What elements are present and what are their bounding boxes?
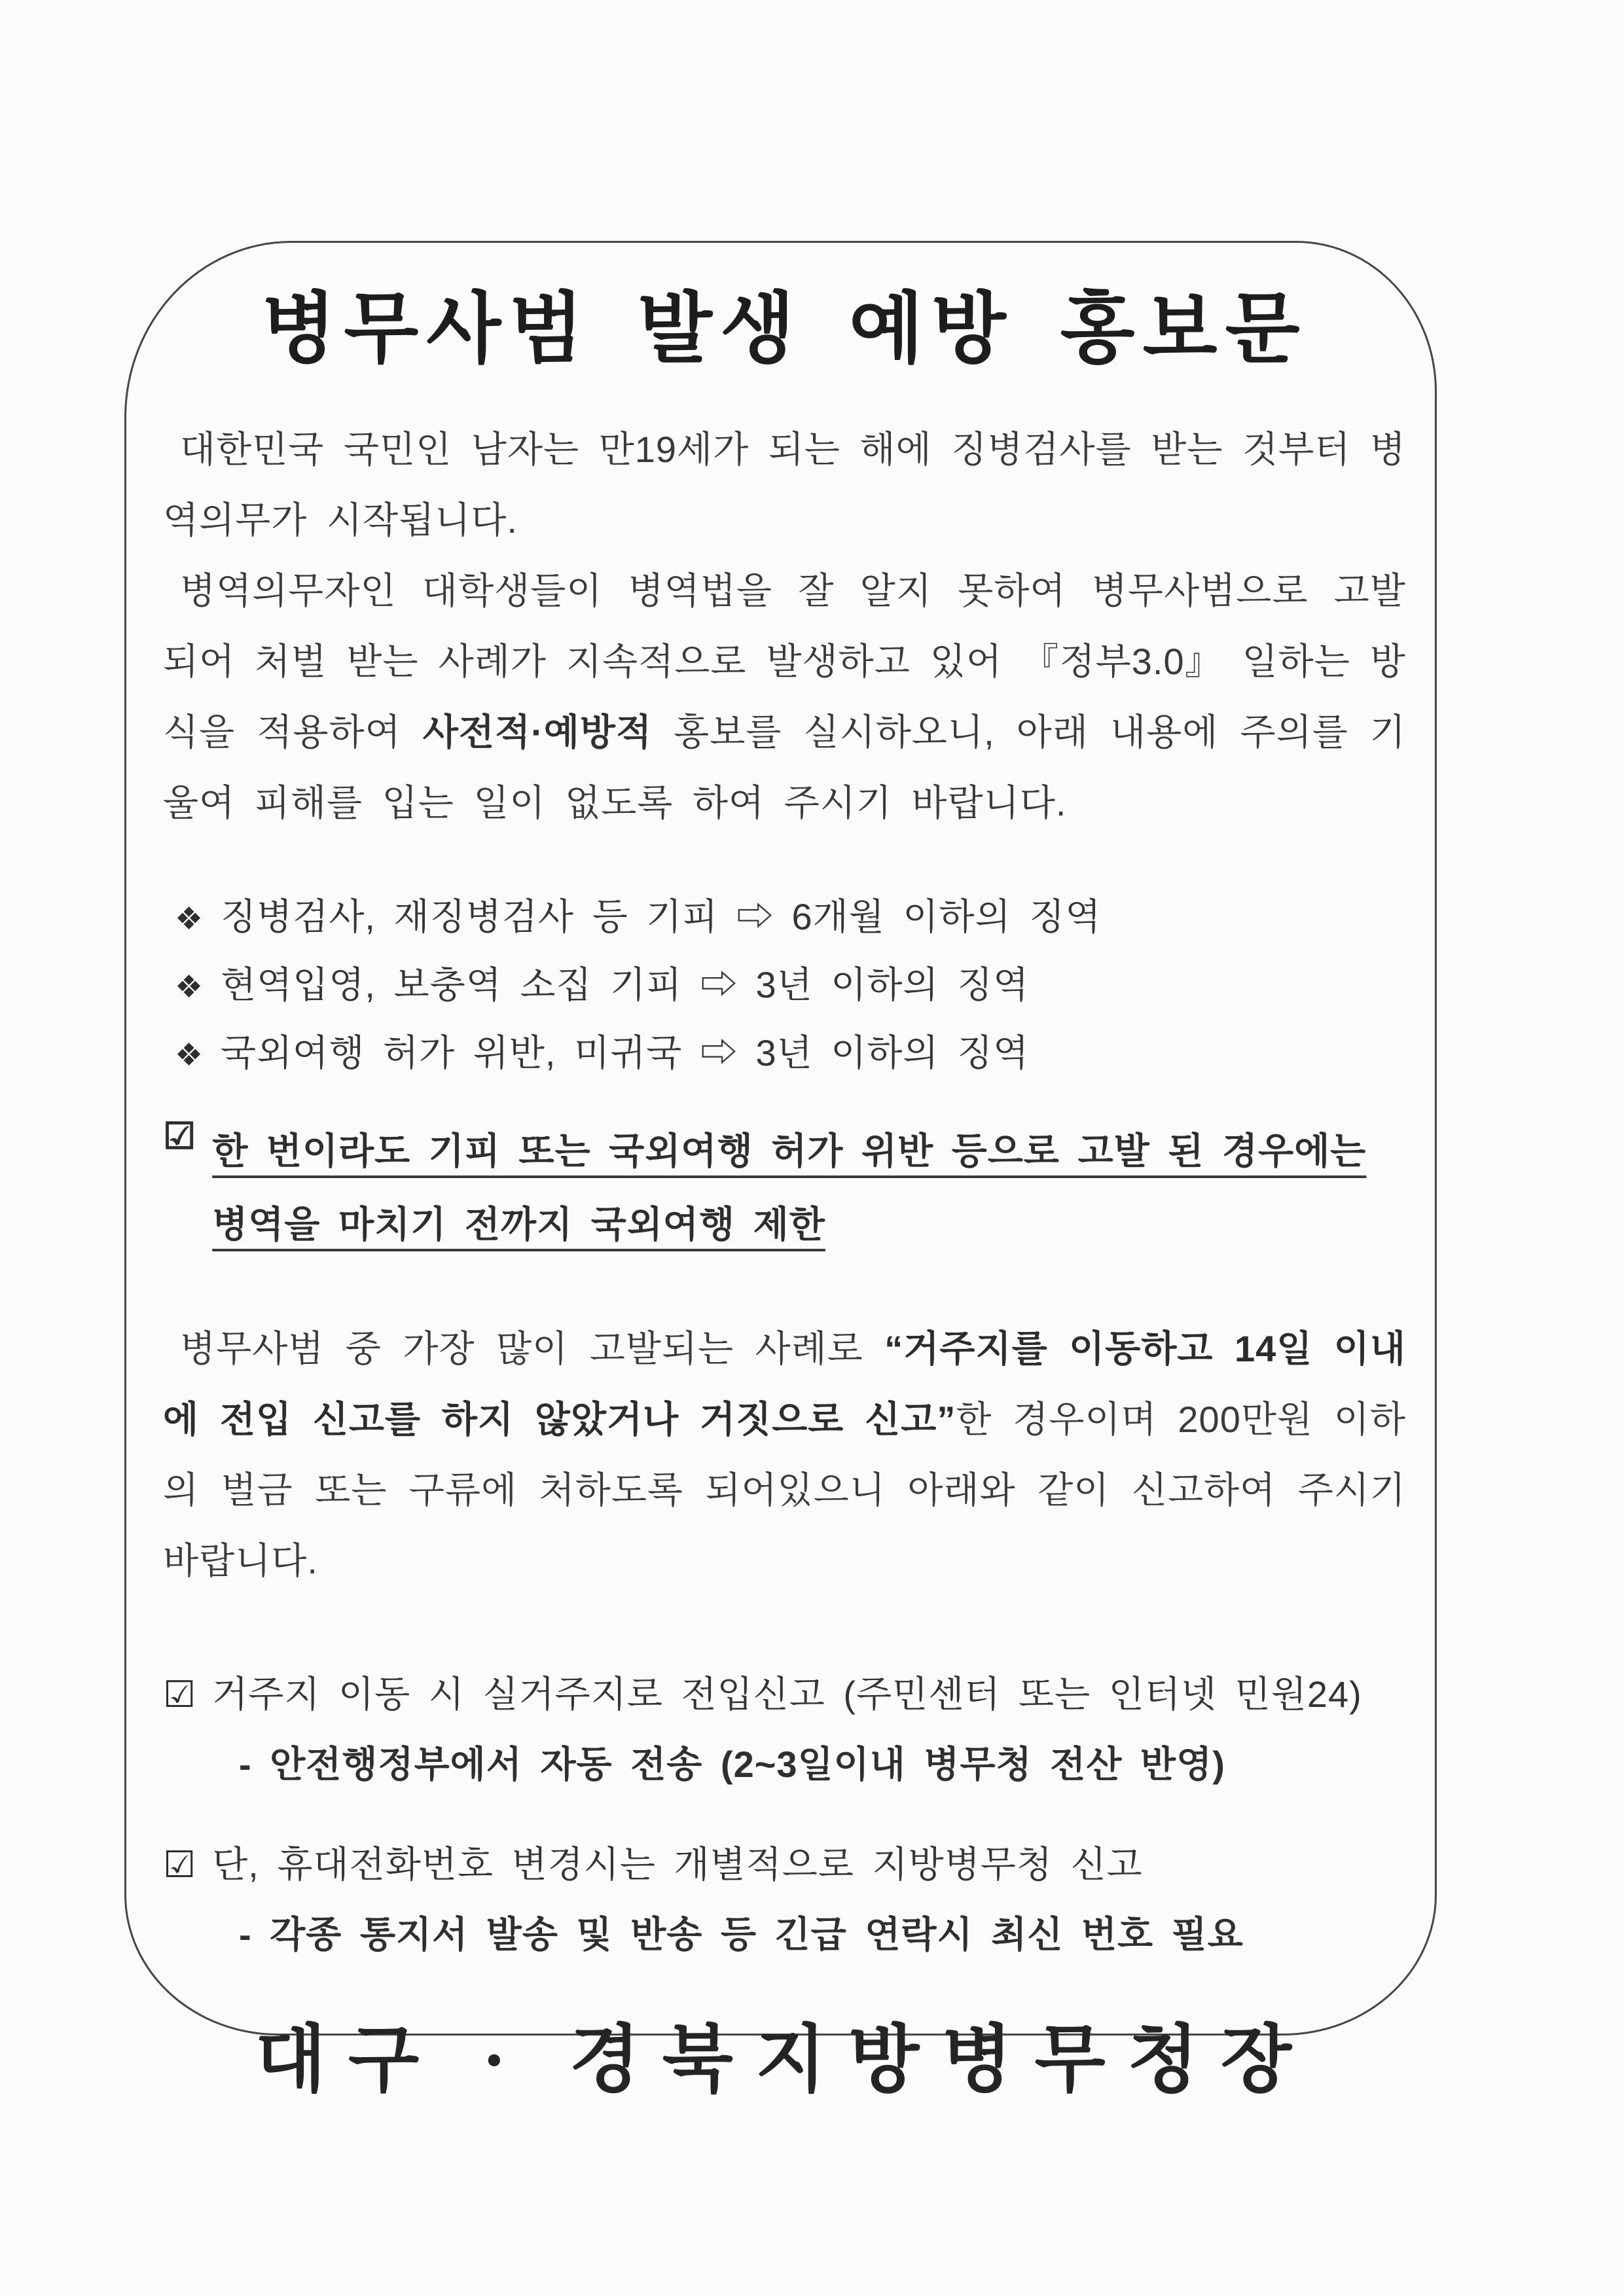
penalty-text: 현역입영, 보충역 소집 기피 ⇨ 3년 이하의 징역: [221, 964, 1030, 1005]
travel-restriction-text: [212, 1115, 1366, 1261]
travel-restriction-item: [163, 1115, 1406, 1261]
action-main-text: 거주지 이동 시 실거주지로 전입신고 (주민센터 또는 인터넷 민원24): [212, 1674, 1362, 1715]
action-main-line: [163, 1840, 1406, 1890]
restriction-line1: 한 번이라도 기피 또는 국외여행 허가 위반 등으로 고발 된 경우에는: [212, 1130, 1367, 1172]
intro-paragraph-text: 대한민국 국민인 남자는 만19세가 되는 해에 징병검사를 받는 것부터 병역의무가 시작됩니다.: [163, 429, 1407, 541]
penalty-text: 징병검사, 재징병검사 등 기피 ⇨ 6개월 이하의 징역: [221, 896, 1102, 937]
rounded-border-frame: [124, 241, 1437, 2101]
body-seg2: 일하는 방식을 적용하여: [163, 641, 1406, 753]
action-main-text: 단, 휴대전화번호 변경시는 개별적으로 지방병무청 신고: [212, 1844, 1143, 1885]
action-sub-line: - 각종 통지서 발송 및 반송 등 긴급 연락시 최신 번호 필요: [239, 1914, 1244, 1955]
penalty-list: [163, 884, 1406, 1088]
body-emphasis: 사전적·예방적: [422, 711, 653, 753]
diamond-bullet-icon: ❖: [175, 902, 204, 937]
list-item: [175, 952, 1406, 1020]
action-item-move-report: [163, 1670, 1406, 1787]
action-sub-line: - 안전행정부에서 자동 전송 (2~3일이내 병무청 전산 반영): [239, 1744, 1225, 1785]
restriction-line2: 병역을 마치기 전까지 국외여행 제한: [212, 1204, 825, 1245]
report-quoted-bold: “거주지를 이동하고 14일 이내에 전입 신고를 하지 않았거나 거짓으로 신고”: [163, 1328, 1406, 1440]
list-item: [175, 1020, 1406, 1088]
report-paragraph: [163, 1314, 1406, 1596]
page-title: 병무사범 발생 예방 홍보문: [261, 286, 1308, 372]
diamond-bullet-icon: ❖: [175, 970, 204, 1005]
report-seg2: 한 경우이며 200만원 이하의 벌금 또는 구류에 처하도록 되어있으니 아래와 같이 신고하여 주시기 바랍니다.: [163, 1399, 1406, 1581]
issuer-signature: 대구 · 경북지방병무청장: [255, 2020, 1314, 2101]
action-item-phone-change: [163, 1840, 1406, 1958]
list-item: [175, 884, 1406, 952]
gov30-label: 『정부3.0』: [1022, 641, 1223, 682]
diamond-bullet-icon: ❖: [175, 1038, 204, 1073]
report-seg1: 병무사범 중 가장 많이 고발되는 사례로: [180, 1328, 885, 1369]
body-seg1: 병역의무자인 대학생들이 병역법을 잘 알지 못하여 병무사범으로 고발 되어 처벌 받는 사례가 지속적으로 발생하고 있어: [163, 570, 1406, 682]
checked-checkbox-icon: ☑: [163, 1844, 197, 1885]
body-paragraph: [163, 556, 1406, 838]
checked-checkbox-icon: ☑: [163, 1674, 197, 1715]
action-main-line: [163, 1670, 1406, 1719]
intro-paragraph: [163, 414, 1406, 556]
checked-checkbox-icon: ☑: [163, 1115, 197, 1157]
body-seg3: 홍보를 실시하오니, 아래 내용에 주의를 기울여 피해를 입는 일이 없도록 하여 주시기 바랍니다.: [163, 711, 1406, 823]
penalty-text: 국외여행 허가 위반, 미귀국 ⇨ 3년 이하의 징역: [221, 1032, 1030, 1073]
